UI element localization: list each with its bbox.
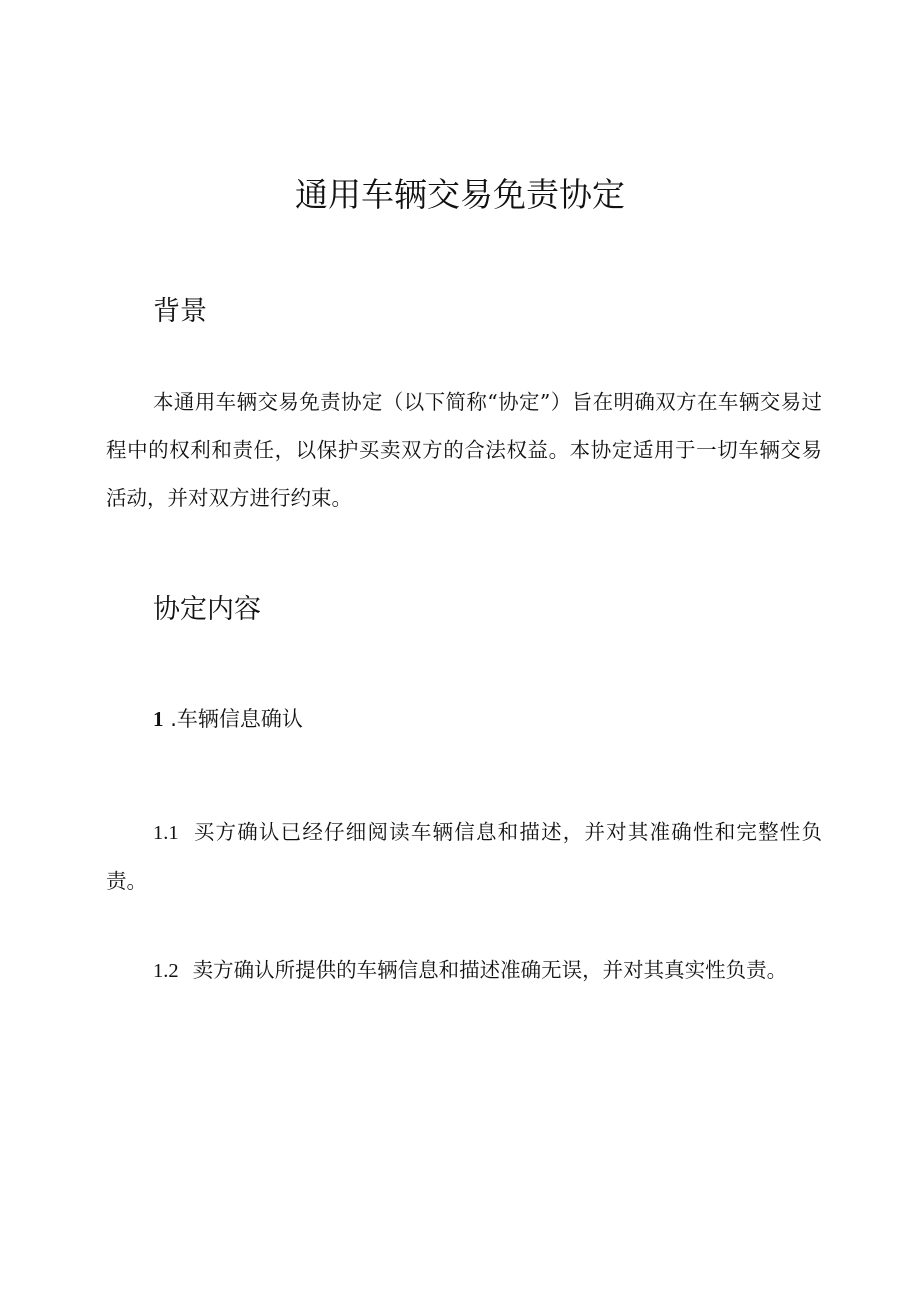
- subsection-heading-vehicle-info: [153, 702, 303, 736]
- section-heading-background: 背景: [153, 296, 207, 327]
- clause-1-2: [106, 946, 822, 995]
- background-paragraph: 本通用车辆交易免责协定（以下简称“协定”）旨在明确双方在车辆交易过程中的权利和责任，以保护买卖双方的合法权益。本协定适用于一切车辆交易活动，并对双方进行约束。: [106, 390, 822, 510]
- subsection-number: 1: [153, 707, 164, 731]
- subsection-title: .车辆信息确认: [170, 707, 303, 731]
- document-title: 通用车辆交易免责协定: [295, 175, 625, 214]
- clause-text: 买方确认已经仔细阅读车辆信息和描述，并对其准确性和完整性负责。: [106, 820, 822, 893]
- section-heading-agreement-content: 协定内容: [153, 594, 261, 625]
- clause-number: 1.2: [153, 960, 179, 982]
- clause-text: 卖方确认所提供的车辆信息和描述准确无误，并对其真实性负责。: [192, 958, 788, 982]
- clause-1-1: [106, 808, 822, 905]
- clause-number: 1.1: [153, 822, 179, 844]
